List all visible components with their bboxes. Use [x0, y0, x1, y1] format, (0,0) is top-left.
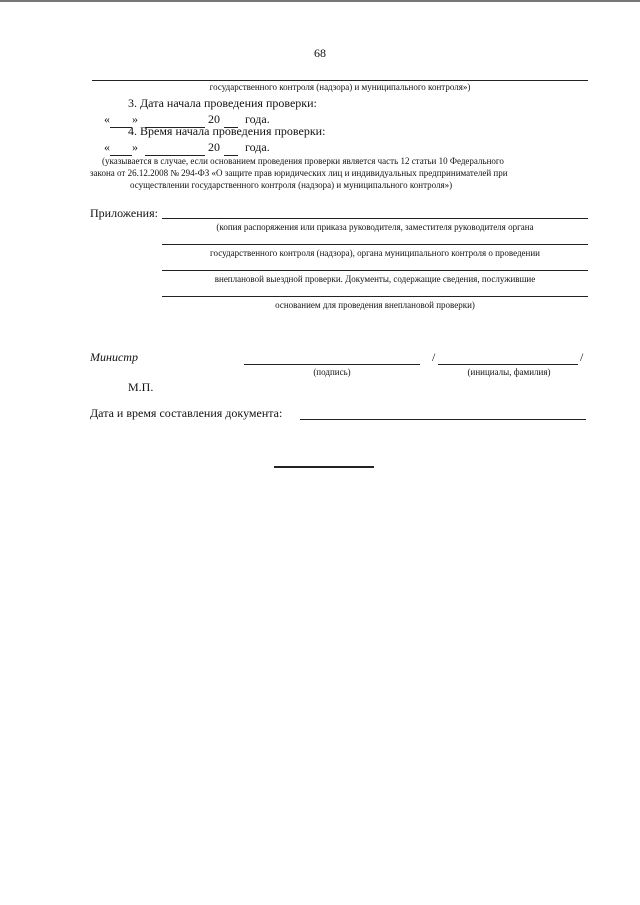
closing-separator — [274, 466, 374, 468]
item4-date-line — [104, 140, 270, 156]
item3-close-quote: » — [132, 112, 138, 126]
item4-year-suffix: года. — [245, 140, 270, 154]
attachments-line-1: (копия распоряжения или приказа руководителя, заместителя руководителя органа — [216, 222, 534, 232]
page-number: 68 — [314, 46, 326, 60]
signature-line — [244, 364, 420, 365]
doc-datetime-line — [300, 419, 586, 420]
attachments-rule-3 — [162, 270, 588, 271]
attachments-rule-2 — [162, 244, 588, 245]
note-line-3: осуществлении государственного контроля (надзора) и муниципального контроля») — [130, 180, 453, 190]
header-rule — [92, 80, 588, 81]
attachments-rule-1 — [162, 218, 588, 219]
attachments-label: Приложения: — [90, 206, 158, 220]
item4-open-quote: « — [104, 140, 110, 154]
item3-open-quote: « — [104, 112, 110, 126]
item4-month-blank — [145, 140, 205, 156]
stamp-label: М.П. — [128, 380, 154, 394]
slash-left: / — [432, 350, 436, 364]
slash-right: / — [580, 350, 584, 364]
page-top-edge — [0, 0, 640, 2]
item3-year-suffix: года. — [245, 112, 270, 126]
item4-close-quote: » — [132, 140, 138, 154]
item3-title: 3. Дата начала проведения проверки: — [128, 96, 317, 110]
name-line — [438, 364, 578, 365]
header-note: государственного контроля (надзора) и муниципального контроля») — [209, 82, 471, 92]
item4-year-blank — [224, 140, 238, 156]
name-caption: (инициалы, фамилия) — [467, 367, 551, 377]
signature-caption: (подпись) — [313, 367, 351, 377]
attachments-line-4: основанием для проведения внеплановой проверки) — [275, 300, 475, 310]
item4-day-blank — [110, 140, 132, 156]
attachments-line-3: внеплановой выездной проверки. Документы, содержащие сведения, послужившие — [214, 274, 536, 284]
note-line-2: закона от 26.12.2008 № 294-ФЗ «О защите прав юридических лиц и индивидуальных предпринимателей при — [90, 168, 508, 178]
attachments-rule-4 — [162, 296, 588, 297]
item3-year-prefix: 20 — [208, 112, 220, 126]
doc-datetime-label: Дата и время составления документа: — [90, 406, 283, 420]
attachments-line-2: государственного контроля (надзора), органа муниципального контроля о проведении — [210, 248, 540, 258]
note-line-1: (указывается в случае, если основанием проведения проверки является часть 12 статьи 10 Федерального — [102, 156, 504, 166]
item4-year-prefix: 20 — [208, 140, 220, 154]
signatory-role: Министр — [90, 350, 138, 364]
item4-title: 4. Время начала проведения проверки: — [128, 124, 326, 138]
